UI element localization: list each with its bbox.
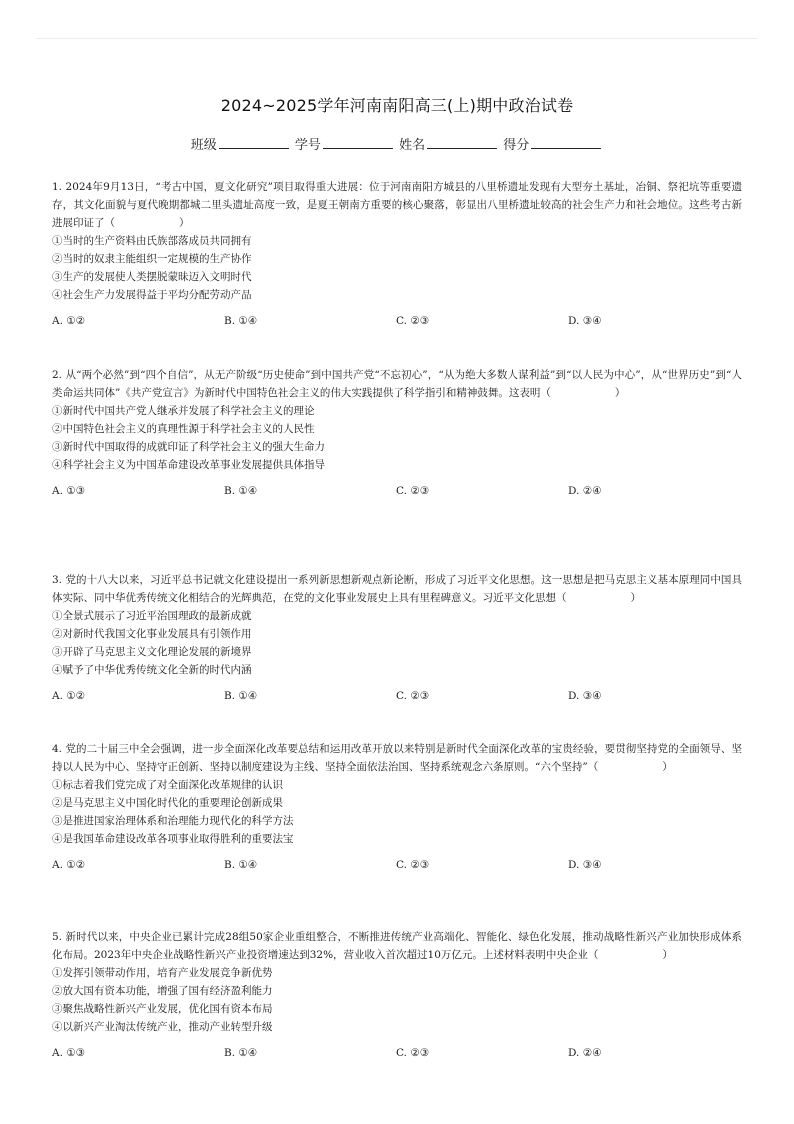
choice-d[interactable]: D. ③④ <box>568 315 602 327</box>
option-statement: ①当时的生产资料由氏族部落成员共同拥有 <box>52 235 252 247</box>
question-stem: 4. 党的二十届三中全会强调，进一步全面深化改革要总结和运用改革开放以来特别是新时代全面深化改革的宝贵经验，要贯彻坚持党的全面领导、坚持以人民为中心、坚持守正创新、坚持以制度建设为主线、坚持全面依法治国、坚持系统观念六条原则。“六个坚持”（ ） <box>52 743 743 773</box>
option-statement: ④赋予了中华优秀传统文化全新的时代内涵 <box>52 664 252 676</box>
choice-a[interactable]: A. ①② <box>52 690 86 702</box>
answer-choices <box>52 856 742 874</box>
score-label: 得分 <box>503 138 530 153</box>
option-statement: ①标志着我们党完成了对全面深化改革规律的认识 <box>52 779 283 791</box>
question-stem: 5. 新时代以来，中央企业已累计完成28组50家企业重组整合，不断推进传统产业高端化、智能化、绿色化发展，推动战略性新兴产业加快形成体系化布局。2023年中央企业战略性新兴产业投资增速达到32%，营业收入首次超过10万亿元。上述材料表明中央企业（ ） <box>52 931 742 961</box>
choice-c[interactable]: C. ②③ <box>396 690 430 702</box>
option-statement: ③开辟了马克思主义文化理论发展的新境界 <box>52 646 252 658</box>
option-statement: ②是马克思主义中国化时代化的重要理论创新成果 <box>52 797 283 809</box>
option-statement: ①新时代中国共产党人继承并发展了科学社会主义的理论 <box>52 405 315 417</box>
choice-c[interactable]: C. ②③ <box>396 1047 430 1059</box>
option-statement: ①发挥引领带动作用，培育产业发展竞争新优势 <box>52 967 273 979</box>
choice-d[interactable]: D. ③④ <box>568 690 602 702</box>
name-label: 姓名 <box>399 138 426 153</box>
class-label: 班级 <box>190 138 217 153</box>
page-title: 2024~2025学年河南南阳高三(上)期中政治试卷 <box>220 96 574 115</box>
option-statement: ③聚焦战略性新兴产业发展，优化国有资本布局 <box>52 1003 273 1015</box>
choice-d[interactable]: D. ②④ <box>568 1047 602 1059</box>
answer-choices <box>52 482 742 500</box>
option-statement: ④以新兴产业淘汰传统产业，推动产业转型升级 <box>52 1021 273 1033</box>
option-statement: ②对新时代我国文化事业发展具有引领作用 <box>52 628 252 640</box>
choice-a[interactable]: A. ①② <box>52 859 86 871</box>
question-stem: 1. 2024年9月13日，“考古中国，夏文化研究”项目取得重大进展：位于河南南阳方城县的八里桥遗址发现有大型夯土基址，冶铜、祭祀坑等重要遗存，其文化面貌与夏代晚期都城二里头遗址高度一致，是夏王朝南方重要的核心聚落，彰显出八里桥遗址较高的社会生产力和社会地位。这些考古新进展印证了（ ） <box>52 181 742 229</box>
question-stem: 3. 党的十八大以来，习近平总书记就文化建设提出一系列新思想新观点新论断，形成了习近平文化思想。这一思想是把马克思主义基本原理同中国具体实际、同中华优秀传统文化相结合的光辉典范，在党的文化事业发展史上具有里程碑意义。习近平文化思想（ ） <box>52 574 743 604</box>
student-id-label: 学号 <box>294 138 321 153</box>
question-4 <box>52 740 742 874</box>
question-1 <box>52 178 742 330</box>
choice-b[interactable]: B. ①④ <box>224 485 258 497</box>
option-statement: ③新时代中国取得的成就印证了科学社会主义的强大生命力 <box>52 441 325 453</box>
option-statement: ④科学社会主义为中国革命建设改革事业发展提供具体指导 <box>52 459 325 471</box>
choice-b[interactable]: B. ①④ <box>224 1047 258 1059</box>
option-statement: ③生产的发展使人类摆脱蒙昧迈入文明时代 <box>52 271 252 283</box>
answer-choices <box>52 1044 742 1062</box>
choice-b[interactable]: B. ①④ <box>224 690 258 702</box>
student-info-line <box>0 134 794 153</box>
answer-choices <box>52 312 742 330</box>
student-id-blank[interactable] <box>323 136 393 149</box>
class-blank[interactable] <box>219 136 289 149</box>
choice-c[interactable]: C. ②③ <box>396 485 430 497</box>
name-blank[interactable] <box>427 136 497 149</box>
question-5 <box>52 928 742 1062</box>
question-2 <box>52 366 742 500</box>
choice-a[interactable]: A. ①③ <box>52 485 86 497</box>
choice-a[interactable]: A. ①② <box>52 315 86 327</box>
choice-a[interactable]: A. ①③ <box>52 1047 86 1059</box>
option-statement: ②中国特色社会主义的真理性源于科学社会主义的人民性 <box>52 423 315 435</box>
option-statement: ②放大国有资本功能，增强了国有经济盈利能力 <box>52 985 273 997</box>
choice-d[interactable]: D. ②④ <box>568 485 602 497</box>
choice-c[interactable]: C. ②③ <box>396 859 430 871</box>
answer-choices <box>52 687 742 705</box>
option-statement: ③是推进国家治理体系和治理能力现代化的科学方法 <box>52 815 294 827</box>
option-statement: ②当时的奴隶主能组织一定规模的生产协作 <box>52 253 252 265</box>
choice-b[interactable]: B. ①④ <box>224 859 258 871</box>
top-divider <box>36 38 758 39</box>
question-3 <box>52 571 742 705</box>
choice-d[interactable]: D. ③④ <box>568 859 602 871</box>
option-statement: ①全景式展示了习近平治国理政的最新成就 <box>52 610 252 622</box>
choice-b[interactable]: B. ①④ <box>224 315 258 327</box>
choice-c[interactable]: C. ②③ <box>396 315 430 327</box>
option-statement: ④是我国革命建设改革各项事业取得胜利的重要法宝 <box>52 833 294 845</box>
option-statement: ④社会生产力发展得益于平均分配劳动产品 <box>52 289 252 301</box>
question-stem: 2. 从“两个必然”到“四个自信”，从无产阶级“历史使命”到中国共产党“不忘初心”，“从为绝大多数人谋利益”到“以人民为中心”，从“世界历史”到“人类命运共同体”《共产党宣言》为新时代中国特色社会主义的伟大实践提供了科学指引和精神鼓舞。这表明（ ） <box>52 369 742 399</box>
score-blank[interactable] <box>531 136 601 149</box>
